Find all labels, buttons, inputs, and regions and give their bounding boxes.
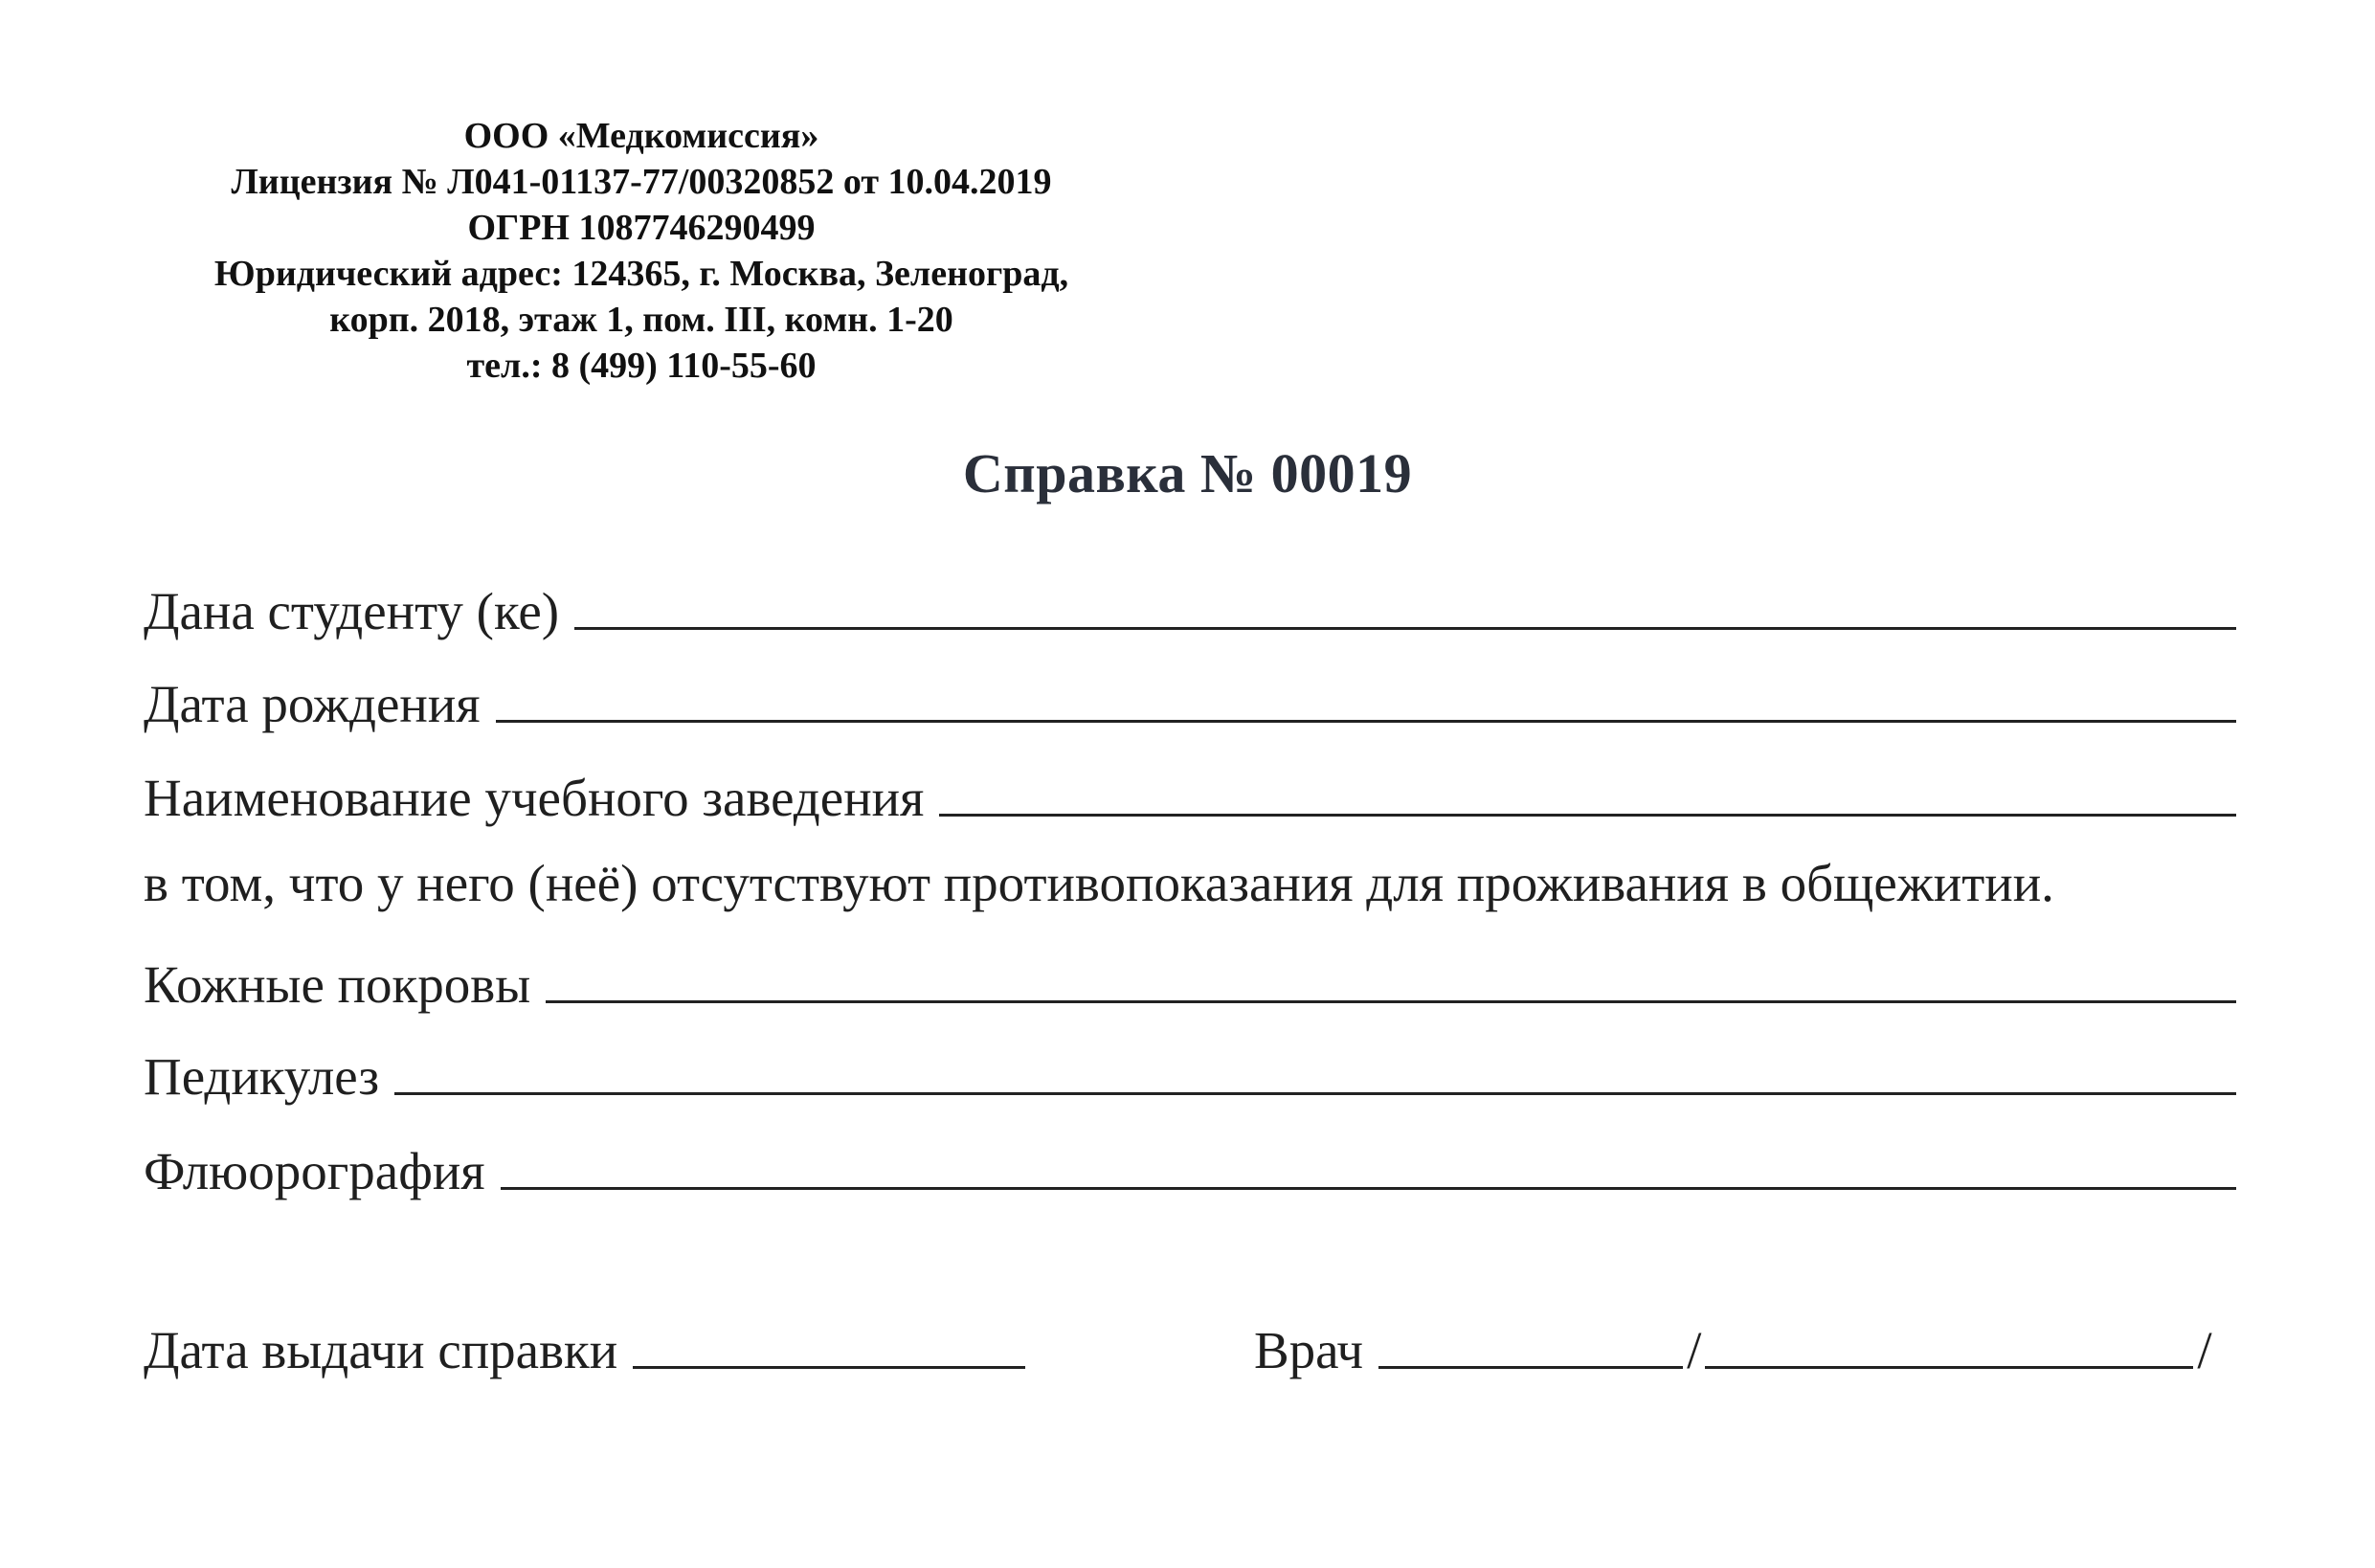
institution-line[interactable] (939, 814, 2236, 817)
student-line[interactable] (574, 627, 2236, 630)
skin-label: Кожные покровы (144, 955, 531, 1014)
birth-date-field (144, 667, 2236, 734)
student-field (144, 574, 2236, 641)
fluorography-line[interactable] (501, 1187, 2236, 1190)
organization-phone: тел.: 8 (499) 110-55-60 (466, 346, 817, 386)
birth-date-line[interactable] (496, 720, 2236, 723)
pediculosis-label: Педикулез (144, 1047, 380, 1106)
fluorography-label: Флюорография (144, 1142, 485, 1200)
birth-date-label: Дата рождения (144, 675, 481, 733)
organization-header (115, 113, 1168, 389)
issue-date-label: Дата выдачи справки (144, 1321, 618, 1379)
signature-separator-1: / (1687, 1321, 1702, 1379)
skin-line[interactable] (546, 1000, 2236, 1003)
organization-license: Лицензия № Л041-01137-77/00320852 от 10.04.2019 (231, 162, 1052, 202)
signature-separator-2: / (2197, 1321, 2212, 1379)
institution-field (144, 761, 2236, 828)
organization-name: ООО «Медкомиссия» (463, 116, 819, 156)
organization-ogrn: ОГРН 1087746290499 (467, 208, 816, 248)
organization-address-line2: корп. 2018, этаж 1, пом. III, комн. 1-20 (329, 300, 953, 340)
issue-date-field (144, 1313, 1063, 1380)
doctor-label: Врач (1254, 1321, 1364, 1379)
statement-text: в том, что у него (неё) отсутствуют противопоказания для проживания в общежитии. (144, 854, 2054, 912)
institution-label: Наименование учебного заведения (144, 769, 925, 827)
pediculosis-field (144, 1040, 2236, 1107)
doctor-signature-line[interactable] (1378, 1366, 1683, 1369)
issue-date-line[interactable] (633, 1366, 1025, 1369)
fluorography-field (144, 1134, 2236, 1201)
organization-address-line1: Юридический адрес: 124365, г. Москва, Зеленоград, (213, 254, 1069, 294)
skin-field (144, 948, 2236, 1015)
doctor-signature-field (1254, 1313, 2240, 1380)
doctor-name-line[interactable] (1705, 1366, 2193, 1369)
document-title: Справка № 00019 (962, 442, 1413, 504)
pediculosis-line[interactable] (394, 1092, 2236, 1095)
student-label: Дана студенту (ке) (144, 582, 560, 640)
